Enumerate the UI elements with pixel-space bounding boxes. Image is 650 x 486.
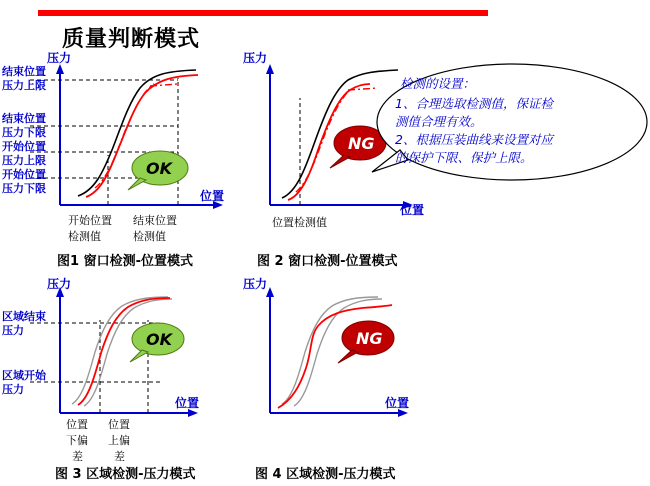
page-title: 质量判断模式 [62, 27, 201, 52]
p1-ylabel-2a: 结束位置 [2, 112, 46, 125]
p1-verdict-label: OK [146, 159, 172, 178]
p4-y-arrow [266, 287, 274, 297]
p2-caption: 图 2 窗口检测-位置模式 [257, 254, 398, 269]
p1-y-arrow [56, 64, 64, 74]
p2-verdict-label: NG [348, 134, 375, 153]
p1-xlabel-2a: 结束位置 [133, 214, 177, 227]
p1-ylabel-4b: 压力下限 [2, 182, 46, 195]
p3-verdict-tail [130, 350, 148, 362]
callout-line-2: 1、合理选取检测值，保证检 [395, 96, 553, 111]
p1-xlabel-1a: 开始位置 [68, 214, 112, 227]
p3-x-axis-label: 位置 [175, 396, 200, 410]
p3-xlabel-5: 差 [72, 450, 83, 463]
p3-xlabel-2: 位置 [108, 418, 130, 431]
p1-ylabel-4a: 开始位置 [2, 168, 46, 181]
p1-caption: 图1 窗口检测-位置模式 [57, 254, 193, 269]
callout-line-4: 2、根据压装曲线来设置对应 [395, 132, 553, 147]
p3-xlabel-1: 位置 [66, 418, 88, 431]
panel-1 [2, 50, 224, 269]
p2-verdict-tail [330, 155, 350, 168]
p3-y-axis-label: 压力 [47, 277, 72, 291]
p4-verdict-label: NG [356, 329, 383, 348]
p2-xlabel-1: 位置检测值 [272, 216, 327, 229]
p1-ylabel-1b: 压力上限 [2, 79, 46, 92]
p1-ylabel-3b: 压力上限 [2, 154, 46, 167]
p1-xlabel-2b: 检测值 [133, 230, 166, 243]
callout-balloon [372, 64, 647, 180]
p1-ylabel-2b: 压力下限 [2, 126, 46, 139]
p1-y-axis-label: 压力 [47, 51, 72, 65]
p4-actual-curve [278, 305, 392, 408]
callout-line-1: 检测的设置： [400, 76, 476, 91]
p3-xlabel-3: 下偏 [66, 434, 88, 447]
p3-verdict-label: OK [146, 330, 172, 349]
p1-ylabel-3a: 开始位置 [2, 140, 46, 153]
panel-4 [243, 276, 409, 482]
p3-ylabel-2b: 压力 [2, 383, 24, 396]
p2-y-axis-label: 压力 [243, 51, 268, 65]
p4-x-axis-label: 位置 [385, 396, 410, 410]
p4-y-axis-label: 压力 [243, 277, 268, 291]
p3-xlabel-4: 上偏 [108, 434, 130, 447]
p4-caption: 图 4 区域检测-压力模式 [255, 467, 396, 482]
p3-ylabel-1b: 压力 [2, 324, 24, 337]
p4-verdict-tail [338, 350, 358, 363]
callout-line-5: 的保护下限、保护上限。 [395, 150, 533, 165]
p1-x-axis-label: 位置 [200, 189, 225, 203]
p1-ylabel-1a: 结束位置 [2, 65, 46, 78]
callout-line-3: 测值合理有效。 [395, 114, 483, 129]
p3-ylabel-1a: 区域结束 [2, 310, 46, 323]
p2-y-arrow [266, 64, 274, 74]
p3-x-arrow [188, 409, 198, 417]
p3-xlabel-6: 差 [114, 450, 125, 463]
p2-x-axis-label: 位置 [400, 203, 425, 217]
p3-caption: 图 3 区域检测-压力模式 [55, 467, 196, 482]
p1-verdict-tail [128, 178, 146, 190]
p4-x-arrow [398, 409, 408, 417]
p1-xlabel-1b: 检测值 [68, 230, 101, 243]
p3-ylabel-2a: 区域开始 [2, 369, 46, 382]
panel-3 [2, 276, 199, 482]
